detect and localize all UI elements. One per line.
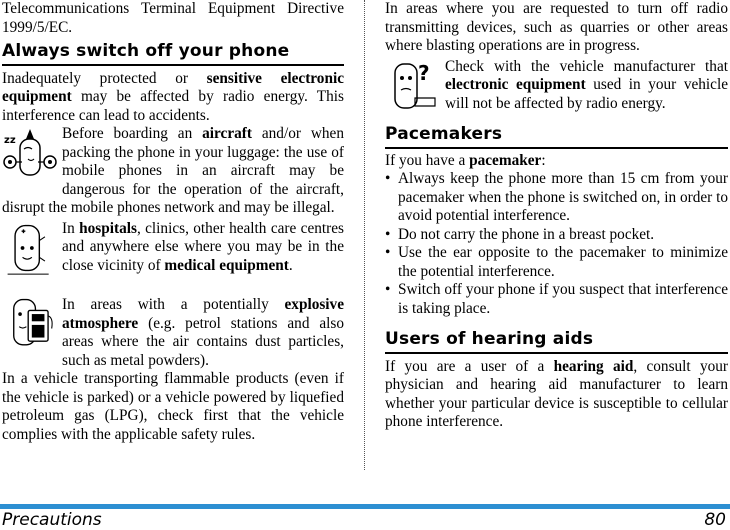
list-item: • Do not carry the phone in a breast pocket. [385, 226, 728, 245]
paragraph-hearing-aids: If you are a user of a hearing aid, consult your physician and hearing aid manufacturer to learn whether your particular device is susceptible to cellular phone interference. [385, 357, 728, 430]
heading-switch-off: Always switch off your phone [2, 42, 344, 66]
column-divider [364, 0, 365, 470]
hospital-phone-icon [2, 220, 58, 280]
right-column [385, 0, 728, 432]
heading-hearing-aids: Users of hearing aids [385, 330, 728, 354]
footer-section-title: Precautions [2, 510, 102, 530]
aircraft-block [2, 125, 344, 218]
paragraph-blasting: In areas where you are requested to turn off radio transmitting devices, such as quarries or other areas where blasting operations are in progress. [385, 0, 728, 54]
paragraph-aircraft: Before boarding an aircraft and/or when packing the phone in your luggage: the use of mobile phones in an aircraft may be dangerous for the operation of the aircraft, disrupt the mobile phones network and may be illegal. [2, 125, 344, 216]
petrol-pump-phone-icon [2, 296, 58, 358]
svg-text:?: ? [418, 60, 430, 85]
intro-text: Telecommunications Terminal Equipment Directive 1999/5/EC. [2, 0, 344, 36]
svg-text:zz: zz [4, 135, 16, 146]
paragraph-sensitive-equipment: Inadequately protected or sensitive electronic equipment may be affected by radio energy. This interference can lead to accidents. [2, 69, 344, 124]
left-column [2, 0, 344, 444]
explosive-block [2, 296, 344, 370]
pacemaker-intro: If you have a pacemaker: [385, 151, 546, 169]
list-item: • Always keep the phone more than 15 cm from your pacemaker when the phone is switched on, in order to avoid potential interference. [385, 170, 728, 226]
paragraph-vehicle-flammable: In a vehicle transporting flammable products (even if the vehicle is parked) or a vehicle powered by liquefied petroleum gas (LPG), check first that the vehicle complies with the applicable safety rules. [2, 370, 344, 443]
hospital-block [2, 220, 344, 276]
paragraph-explosive: In areas with a potentially explosive atmosphere (e.g. petrol stations and also areas where the air contains dust particles, such as metal powders). [62, 296, 344, 369]
list-item: • Switch off your phone if you suspect that interference is taking place. [385, 281, 728, 318]
paragraph-vehicle-electronics: Check with the vehicle manufacturer that electronic equipment used in your vehicle will not be affected by radio energy. [445, 57, 728, 112]
vehicle-block [385, 58, 728, 114]
heading-pacemakers: Pacemakers [385, 125, 728, 149]
question-phone-icon [385, 58, 441, 114]
footer-rule [0, 504, 730, 509]
page-number: 80 [704, 510, 726, 530]
paragraph-hospitals: In hospitals, clinics, other health care centres and anywhere else where you may be in the close vicinity of medical equipment. [62, 219, 344, 274]
sleeping-phone-icon [2, 125, 58, 181]
list-item: • Use the ear opposite to the pacemaker to minimize the potential interference. [385, 244, 728, 281]
pacemaker-list [385, 170, 728, 318]
